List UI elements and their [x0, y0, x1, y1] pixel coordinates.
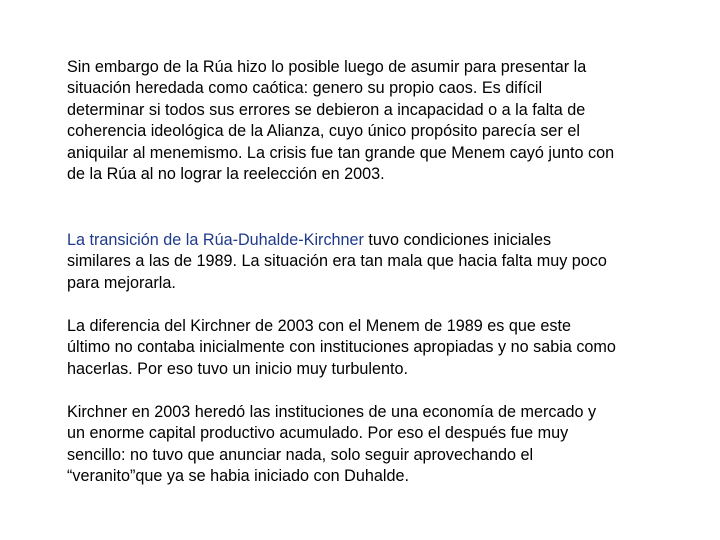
- text-line: similares a las de 1989. La situación era tan mala que hacia falta muy poco: [67, 252, 607, 271]
- transition-highlight-text: La transición de la Rúa-Duhalde-Kirchner: [67, 231, 364, 249]
- text-line: aniquilar al menemismo. La crisis fue tan grande que Menem cayó junto con: [67, 143, 615, 162]
- text-line: hacerlas. Por eso tuvo un inicio muy turbulento.: [67, 359, 409, 378]
- paragraph-kirchner-inheritance: [67, 402, 687, 488]
- paragraph-transition: [67, 230, 687, 294]
- paragraph-kirchner-menem-difference: [67, 316, 687, 380]
- text-line: La diferencia del Kirchner de 2003 con el Menem de 1989 es que este: [67, 317, 571, 335]
- text-line: determinar si todos sus errores se debieron a incapacidad o a la falta de: [67, 100, 586, 119]
- text-line: para mejorarla.: [67, 273, 176, 292]
- text-line: coherencia ideológica de la Alianza, cuyo único propósito parecía ser el: [67, 122, 580, 141]
- text-line: un enorme capital productivo acumulado. Por eso el después fue muy: [67, 424, 569, 443]
- text-line: “veranito”que ya se habia iniciado con Duhalde.: [67, 467, 409, 486]
- text-line-rest: tuvo condiciones iniciales: [363, 231, 552, 249]
- text-line: de la Rúa al no lograr la reelección en 2003.: [67, 165, 385, 184]
- text-line: último no contaba inicialmente con instituciones apropiadas y no sabia como: [67, 338, 616, 357]
- paragraph-de-la-rua-crisis: [67, 57, 687, 185]
- text-line: Sin embargo de la Rúa hizo lo posible luego de asumir para presentar la: [67, 58, 587, 76]
- text-line: situación heredada como caótica: genero su propio caos. Es difícil: [67, 79, 543, 98]
- text-line: sencillo: no tuvo que anunciar nada, solo seguir aprovechando el: [67, 445, 534, 464]
- text-line: [67, 230, 687, 251]
- text-line: Kirchner en 2003 heredó las instituciones de una economía de mercado y: [67, 403, 597, 421]
